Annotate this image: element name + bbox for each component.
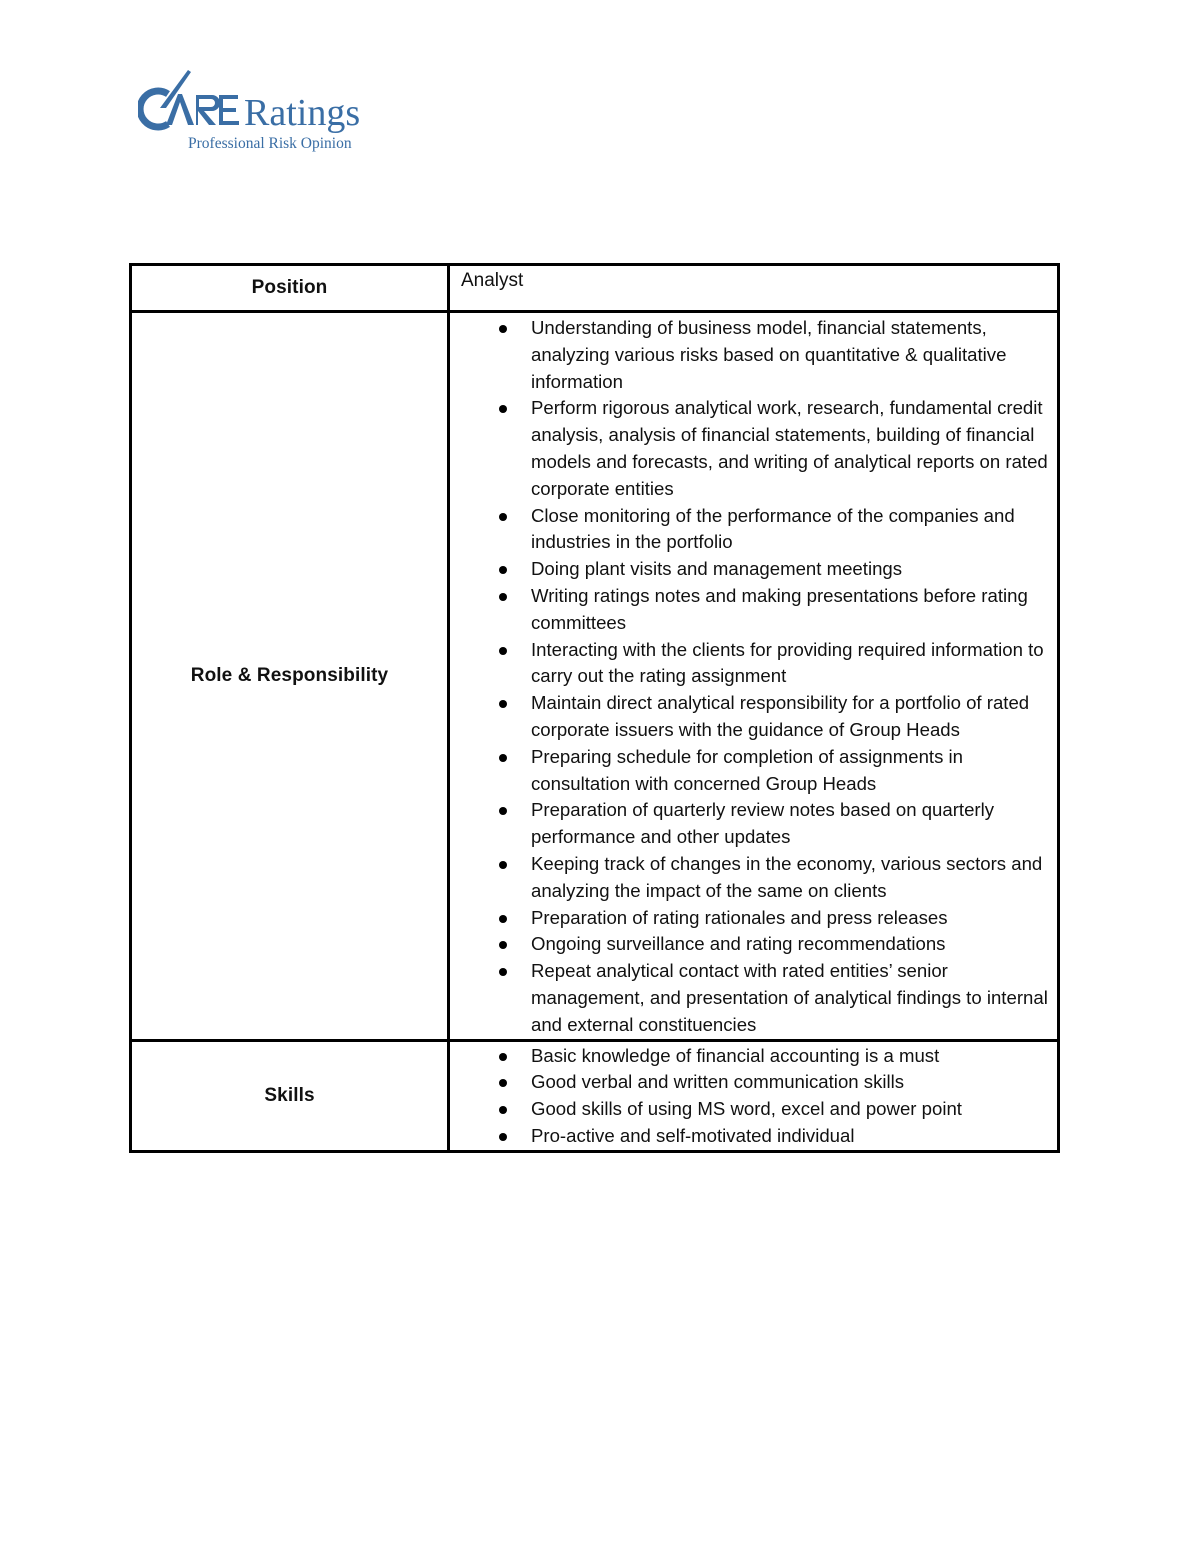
bullet-icon	[499, 915, 507, 923]
position-value: Analyst	[449, 265, 1059, 312]
list-item: Keeping track of changes in the economy, various sectors and analyzing the impact of the same on clients	[450, 851, 1057, 905]
list-item: Close monitoring of the performance of the companies and industries in the portfolio	[450, 503, 1057, 557]
role-cell	[449, 312, 1059, 1041]
bullet-icon	[499, 513, 507, 521]
bullet-icon	[499, 1053, 507, 1061]
list-item: Good verbal and written communication skills	[450, 1069, 1057, 1096]
bullet-icon	[499, 1133, 507, 1141]
position-label: Position	[131, 265, 449, 312]
list-item: Writing ratings notes and making presentations before rating committees	[450, 583, 1057, 637]
skills-label: Skills	[131, 1040, 449, 1151]
bullet-icon	[499, 754, 507, 762]
bullet-icon	[499, 566, 507, 574]
bullet-icon	[499, 325, 507, 333]
svg-text:Professional Risk Opinion: Professional Risk Opinion	[188, 135, 352, 152]
bullet-icon	[499, 807, 507, 815]
list-item: Ongoing surveillance and rating recommendations	[450, 931, 1057, 958]
list-item: Good skills of using MS word, excel and power point	[450, 1096, 1057, 1123]
list-item: Repeat analytical contact with rated entities’ senior management, and presentation of analytical findings to internal and external constituencies	[450, 958, 1057, 1038]
list-item: Interacting with the clients for providing required information to carry out the rating assignment	[450, 637, 1057, 691]
svg-text:Ratings: Ratings	[244, 92, 361, 134]
list-item: Basic knowledge of financial accounting is a must	[450, 1043, 1057, 1070]
skills-list	[450, 1042, 1057, 1150]
bullet-icon	[499, 941, 507, 949]
list-item: Understanding of business model, financial statements, analyzing various risks based on quantitative & qualitative information	[450, 315, 1057, 395]
role-label: Role & Responsibility	[131, 312, 449, 1041]
skills-row	[131, 1040, 1059, 1151]
position-row	[131, 265, 1059, 312]
bullet-icon	[499, 647, 507, 655]
list-item: Doing plant visits and management meetings	[450, 556, 1057, 583]
list-item: Perform rigorous analytical work, research, fundamental credit analysis, analysis of financial statements, building of financial models and forecasts, and writing of analytical reports on rated corporate entities	[450, 395, 1057, 502]
bullet-icon	[499, 861, 507, 869]
bullet-icon	[499, 593, 507, 601]
job-description-table	[129, 263, 1060, 1153]
bullet-icon	[499, 968, 507, 976]
bullet-icon	[499, 700, 507, 708]
skills-cell	[449, 1040, 1059, 1151]
list-item: Pro-active and self-motivated individual	[450, 1123, 1057, 1150]
list-item: Preparation of quarterly review notes based on quarterly performance and other updates	[450, 797, 1057, 851]
list-item: Preparing schedule for completion of assignments in consultation with concerned Group Heads	[450, 744, 1057, 798]
role-list	[450, 313, 1057, 1039]
role-row	[131, 312, 1059, 1041]
bullet-icon	[499, 1079, 507, 1087]
bullet-icon	[499, 1106, 507, 1114]
list-item: Preparation of rating rationales and press releases	[450, 905, 1057, 932]
bullet-icon	[499, 405, 507, 413]
care-ratings-logo	[138, 68, 418, 158]
list-item: Maintain direct analytical responsibility for a portfolio of rated corporate issuers with the guidance of Group Heads	[450, 690, 1057, 744]
